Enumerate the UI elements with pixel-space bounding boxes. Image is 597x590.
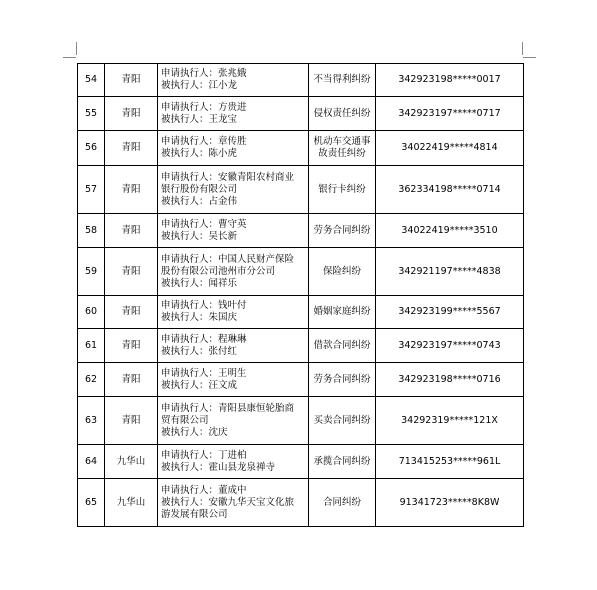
id-number: 34022419*****4814 — [376, 131, 524, 166]
case-number: 56 — [78, 131, 105, 166]
case-number: 62 — [78, 363, 105, 397]
table-row — [78, 248, 524, 296]
court-area: 九华山 — [105, 479, 158, 527]
case-type — [309, 214, 376, 248]
court-area: 青阳 — [105, 397, 158, 445]
court-area: 青阳 — [105, 166, 158, 214]
case-number: 63 — [78, 397, 105, 445]
parties — [158, 445, 309, 479]
court-area: 青阳 — [105, 214, 158, 248]
case-type-line: 买卖合同纠纷 — [313, 414, 371, 426]
case-type — [309, 131, 376, 166]
court-area: 青阳 — [105, 131, 158, 166]
case-number: 59 — [78, 248, 105, 296]
parties — [158, 248, 309, 296]
case-type — [309, 296, 376, 329]
case-type — [309, 397, 376, 445]
crop-mark-right-h — [523, 57, 536, 58]
parties — [158, 296, 309, 329]
party-line: 申请执行人：程琳琳 — [161, 333, 247, 345]
crop-mark-right — [522, 42, 523, 55]
case-type — [309, 363, 376, 397]
case-number: 54 — [78, 64, 105, 97]
crop-mark-left — [76, 42, 77, 55]
table-row — [78, 363, 524, 397]
court-area: 青阳 — [105, 97, 158, 131]
case-type-line: 保险纠纷 — [322, 265, 361, 277]
parties — [158, 131, 309, 166]
table-row — [78, 397, 524, 445]
court-area: 青阳 — [105, 64, 158, 97]
id-number: 342923199*****5567 — [376, 296, 524, 329]
case-type-line: 合同纠纷 — [322, 496, 361, 508]
case-type-line: 劳务合同纠纷 — [313, 373, 371, 385]
party-line: 申请执行人：张兆娥 — [161, 68, 247, 79]
enforcement-cases-table — [77, 63, 524, 527]
court-area: 九华山 — [105, 445, 158, 479]
table-row — [78, 329, 524, 363]
table-row — [78, 64, 524, 97]
case-type — [309, 97, 376, 131]
id-number: 342923198*****0017 — [376, 64, 524, 97]
party-line: 申请执行人：丁进柏 — [161, 449, 247, 461]
parties — [158, 166, 309, 214]
id-number: 713415253*****961L — [376, 445, 524, 479]
court-area: 青阳 — [105, 296, 158, 329]
party-line: 被执行人：沈庆 — [161, 426, 228, 438]
case-type-line: 侵权责任纠纷 — [313, 107, 371, 119]
id-number: 91341723*****8K8W — [376, 479, 524, 527]
table-row — [78, 445, 524, 479]
id-number: 342923197*****0743 — [376, 329, 524, 363]
party-line: 申请执行人：钱叶付 — [161, 300, 247, 311]
party-line: 被执行人：陈小虎 — [161, 148, 238, 159]
party-line: 被执行人：霍山县龙泉禅寺 — [161, 461, 276, 473]
parties — [158, 363, 309, 397]
case-type-line: 婚姻家庭纠纷 — [313, 306, 371, 317]
case-type-line: 借款合同纠纷 — [313, 339, 371, 351]
case-number: 60 — [78, 296, 105, 329]
parties — [158, 214, 309, 248]
parties — [158, 97, 309, 131]
party-line: 被执行人：安徽九华天宝文化旅 — [161, 496, 295, 508]
court-area: 青阳 — [105, 363, 158, 397]
table-row — [78, 479, 524, 527]
party-line: 申请执行人：章传胜 — [161, 136, 247, 147]
table-row — [78, 214, 524, 248]
party-line: 银行股份有限公司 — [161, 183, 238, 195]
party-line: 被执行人：闻祥乐 — [161, 277, 238, 289]
party-line: 申请执行人：董成中 — [161, 484, 247, 496]
party-line: 申请执行人：曹守英 — [161, 218, 247, 230]
party-line: 申请执行人：方贵进 — [161, 101, 247, 113]
party-line: 申请执行人：王明生 — [161, 367, 247, 379]
id-number: 34292319*****121X — [376, 397, 524, 445]
table-row — [78, 296, 524, 329]
case-type-line: 故责任纠纷 — [318, 148, 366, 159]
party-line: 被执行人：王龙宝 — [161, 113, 238, 125]
id-number: 342923198*****0716 — [376, 363, 524, 397]
case-type-line: 承揽合同纠纷 — [313, 455, 371, 467]
case-number: 55 — [78, 97, 105, 131]
party-line: 被执行人：张付红 — [161, 345, 238, 357]
id-number: 342921197*****4838 — [376, 248, 524, 296]
case-number: 58 — [78, 214, 105, 248]
party-line: 被执行人：占金伟 — [161, 195, 238, 207]
case-number: 65 — [78, 479, 105, 527]
party-line: 游发展有限公司 — [161, 508, 228, 520]
table-row — [78, 166, 524, 214]
court-area: 青阳 — [105, 248, 158, 296]
case-type-line: 劳务合同纠纷 — [313, 224, 371, 236]
case-type — [309, 166, 376, 214]
parties — [158, 397, 309, 445]
parties — [158, 479, 309, 527]
case-type — [309, 479, 376, 527]
case-number: 64 — [78, 445, 105, 479]
case-type — [309, 329, 376, 363]
case-type — [309, 445, 376, 479]
party-line: 被执行人：汪文成 — [161, 379, 238, 391]
case-type — [309, 64, 376, 97]
party-line: 申请执行人：青阳县康恒轮胎商 — [161, 402, 295, 414]
id-number: 362334198*****0714 — [376, 166, 524, 214]
case-type-line: 银行卡纠纷 — [318, 183, 366, 195]
table-row — [78, 97, 524, 131]
case-number: 61 — [78, 329, 105, 363]
parties — [158, 329, 309, 363]
party-line: 被执行人：江小龙 — [161, 80, 238, 91]
court-area: 青阳 — [105, 329, 158, 363]
crop-mark-left-h — [63, 57, 76, 58]
table-body — [78, 64, 524, 527]
id-number: 34022419*****3510 — [376, 214, 524, 248]
case-type-line: 不当得利纠纷 — [313, 74, 371, 85]
party-line: 被执行人：吴长新 — [161, 230, 238, 242]
case-number: 57 — [78, 166, 105, 214]
party-line: 申请执行人：中国人民财产保险 — [161, 253, 295, 265]
case-type-line: 机动车交通事 — [313, 136, 371, 147]
party-line: 被执行人：朱国庆 — [161, 312, 238, 323]
parties — [158, 64, 309, 97]
party-line: 贸有限公司 — [161, 414, 209, 426]
party-line: 股份有限公司池州市分公司 — [161, 265, 276, 277]
table-row — [78, 131, 524, 166]
party-line: 申请执行人：安徽青阳农村商业 — [161, 171, 295, 183]
case-type — [309, 248, 376, 296]
id-number: 342923197*****0717 — [376, 97, 524, 131]
